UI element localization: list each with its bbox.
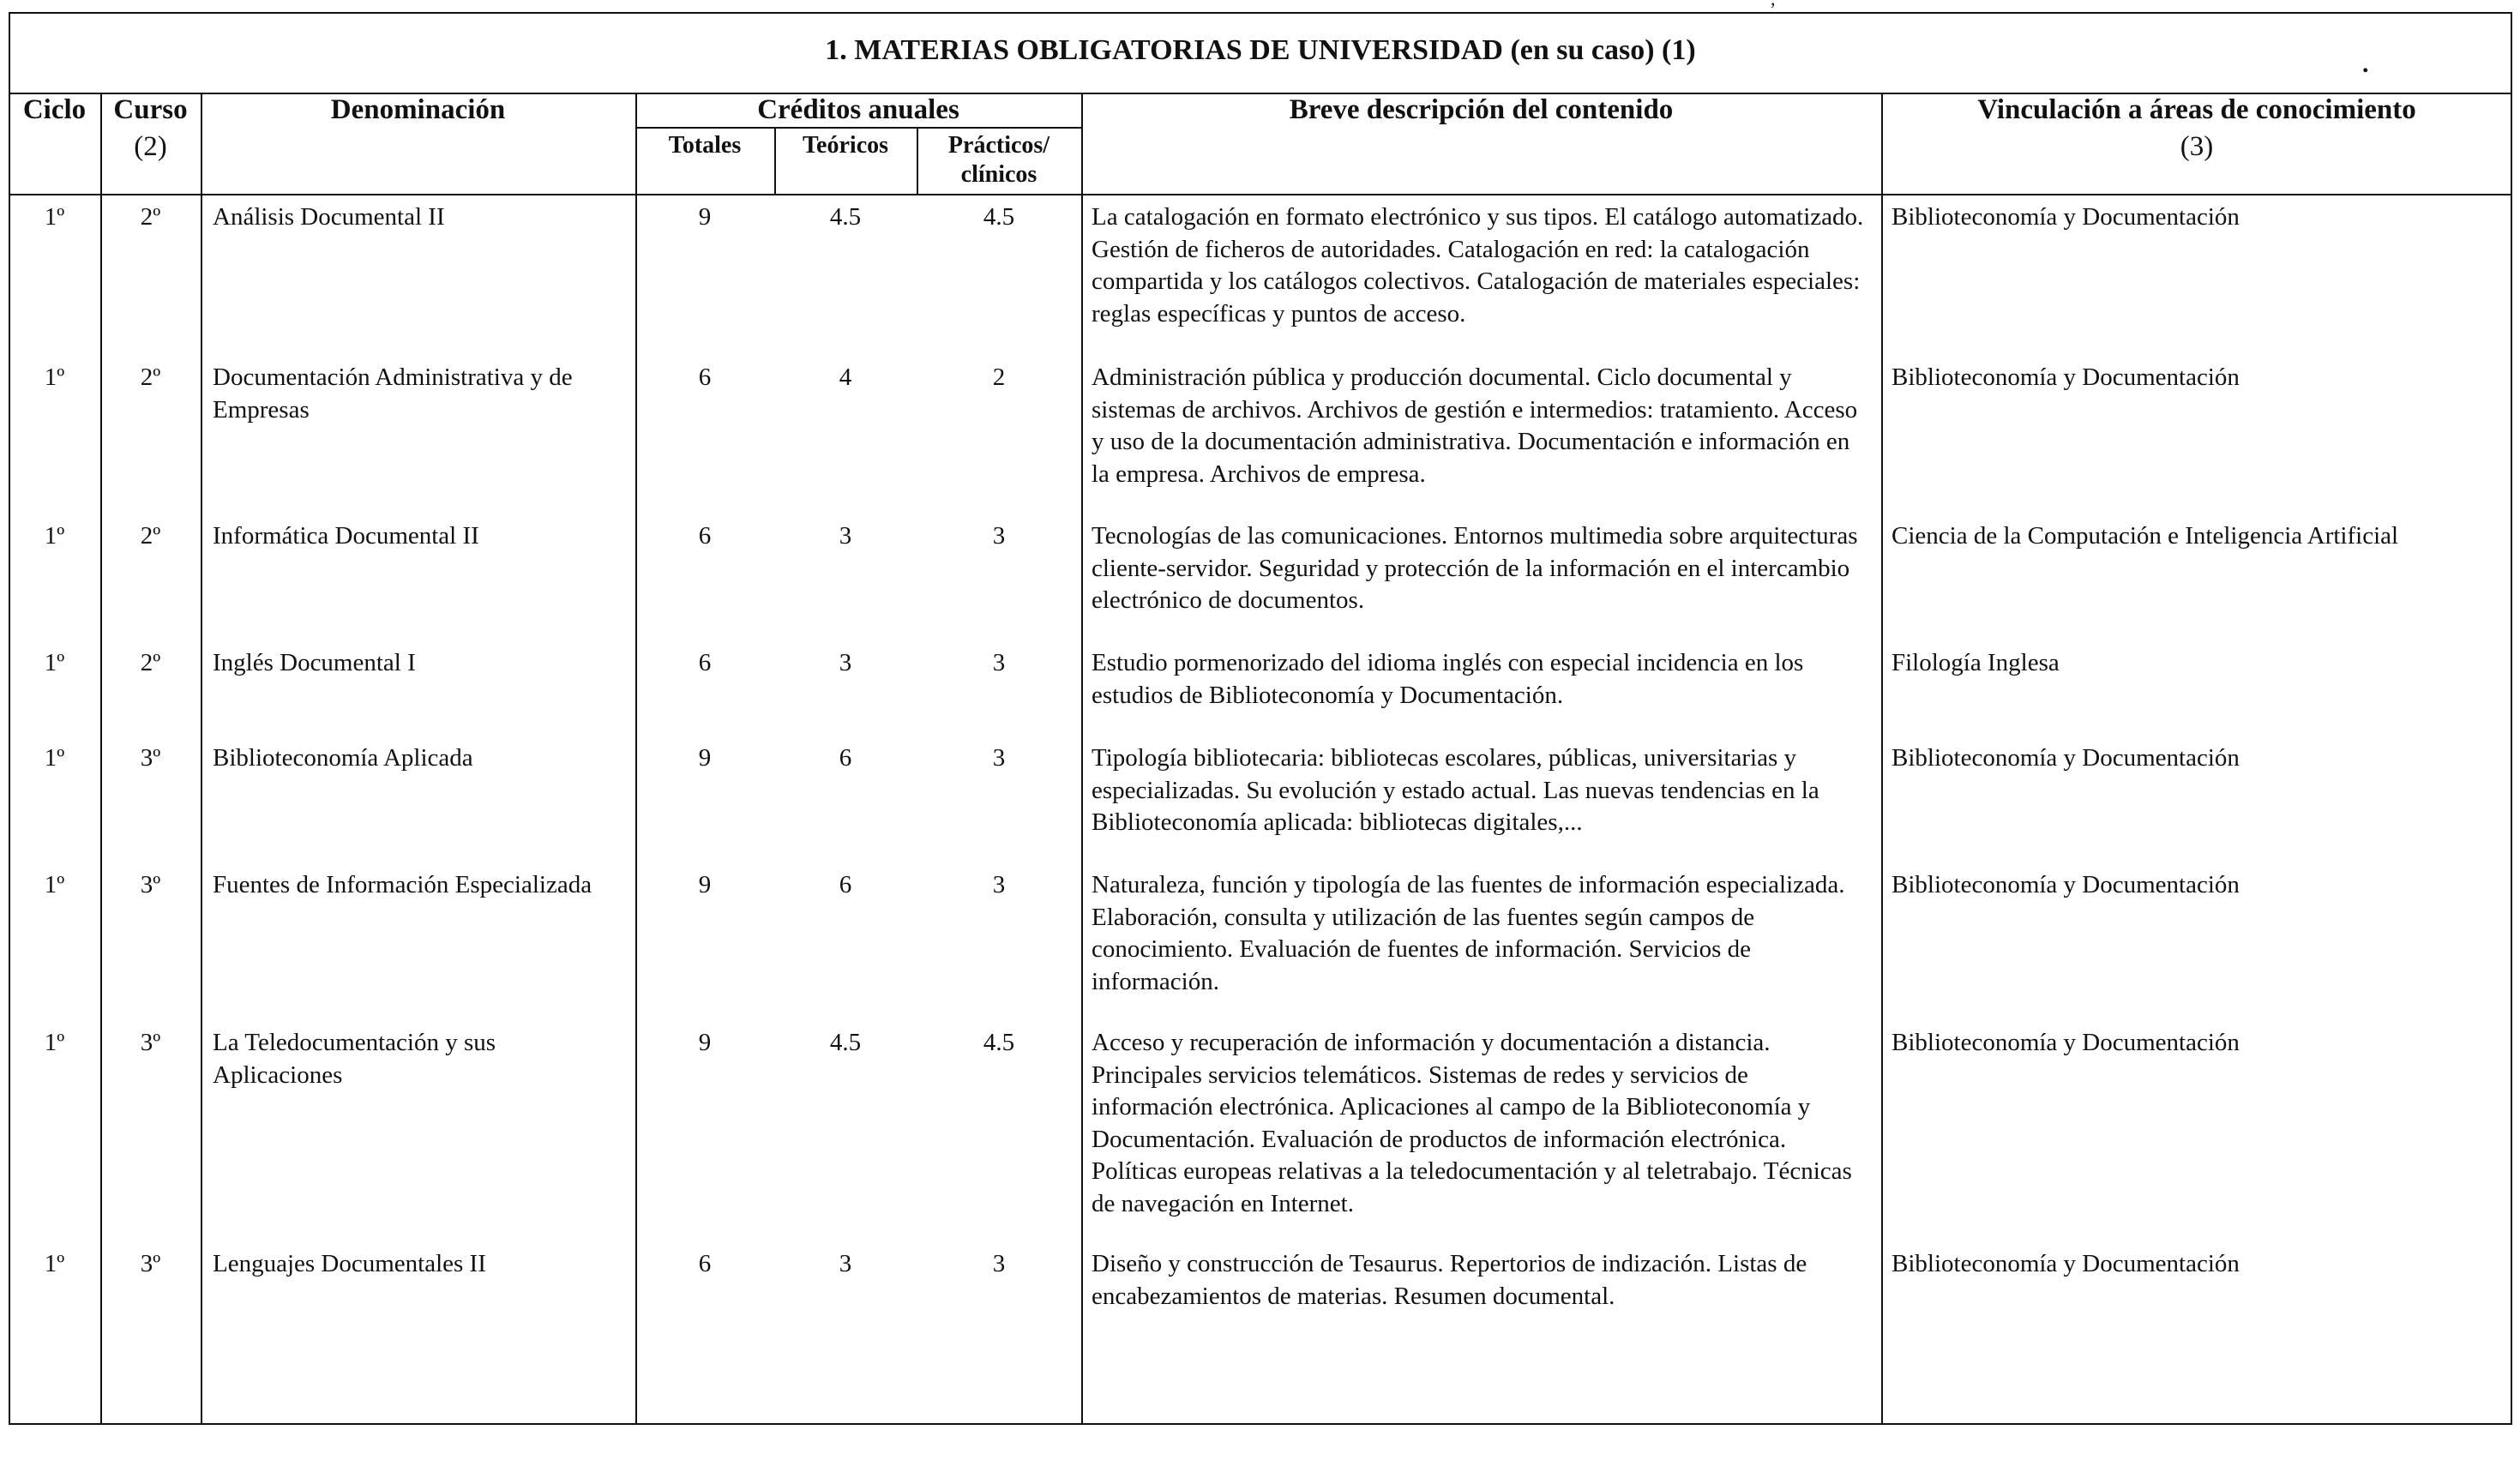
cell-descripcion: Tipología bibliotecaria: bibliotecas escolares, públicas, universitarias y especializadas. Su evolución y estado actual. Las nuevas tendencias en la Biblioteconomía aplicada: bibliotecas digitales,... — [1092, 744, 1819, 836]
cell-curso: 3º — [140, 744, 161, 772]
cell-vinculacion: Biblioteconomía y Documentación — [1892, 744, 2240, 772]
cell-totales: 9 — [698, 871, 712, 898]
header-ciclo: Ciclo — [22, 94, 87, 125]
cell-totales: 6 — [698, 522, 712, 550]
table-title: 1. MATERIAS OBLIGATORIAS DE UNIVERSIDAD (en su caso) (1) — [825, 34, 1696, 66]
header-creditos: Créditos anuales — [757, 94, 959, 125]
cell-descripcion: Diseño y construcción de Tesaurus. Repertorios de indización. Listas de encabezamientos de materias. Resumen documental. — [1092, 1250, 1807, 1310]
cell-practicos: 4.5 — [983, 203, 1015, 231]
cell-descripcion: Estudio pormenorizado del idioma inglés con especial incidencia en los estudios de Biblioteconomía y Documentación. — [1092, 649, 1804, 709]
cell-teoricos: 3 — [839, 649, 852, 676]
cell-vinculacion: Filología Inglesa — [1892, 649, 2060, 676]
cell-vinculacion: Biblioteconomía y Documentación — [1892, 203, 2240, 231]
cell-curso: 3º — [140, 1029, 161, 1056]
header-curso-note: (2) — [134, 131, 167, 162]
stray-dot: . — [2362, 50, 2369, 78]
cell-curso: 2º — [140, 649, 161, 676]
cell-teoricos: 6 — [839, 871, 852, 898]
cell-vinculacion: Biblioteconomía y Documentación — [1892, 1029, 2240, 1056]
cell-descripcion: Naturaleza, función y tipología de las fuentes de información especializada. Elaboración, consulta y utilización de las fuentes según campos de conocimiento. Evaluación de fuentes de información. Servicios de información. — [1092, 871, 1845, 995]
cell-vinculacion: Biblioteconomía y Documentación — [1892, 871, 2240, 898]
cell-denominacion: La Teledocumentación y sus Aplicaciones — [213, 1029, 496, 1089]
title-band — [9, 12, 2512, 94]
cell-teoricos: 4.5 — [829, 203, 862, 231]
col-divider — [201, 94, 202, 1425]
cell-ciclo: 1º — [44, 522, 65, 550]
cell-curso: 3º — [140, 1250, 161, 1277]
cell-vinculacion: Biblioteconomía y Documentación — [1892, 363, 2240, 391]
cell-descripcion: Acceso y recuperación de información y documentación a distancia. Principales servicios telemáticos. Sistemas de redes y servicios de información electrónica. Aplicaciones al campo de la Biblioteconomía y Documentación. Evaluación de productos de información electrónica. Políticas europeas relativas a la teledocumentación y al teletrabajo. Técnicas de navegación en Internet. — [1092, 1029, 1852, 1217]
cell-totales: 9 — [698, 203, 712, 231]
cell-denominacion: Informática Documental II — [213, 522, 479, 550]
cell-practicos: 3 — [992, 522, 1006, 550]
cell-ciclo: 1º — [44, 649, 65, 676]
col-divider — [1081, 94, 1083, 1425]
cell-practicos: 3 — [992, 744, 1006, 772]
cell-practicos: 3 — [992, 871, 1006, 898]
col-divider — [917, 129, 918, 195]
cell-ciclo: 1º — [44, 744, 65, 772]
cell-denominacion: Fuentes de Información Especializada — [213, 871, 592, 898]
cell-descripcion: La catalogación en formato electrónico y sus tipos. El catálogo automatizado. Gestión de ficheros de autoridades. Catalogación en red: la catalogación compartida y los catálogos colectivos. Catalogación de materiales especiales: reglas específicas y puntos de acceso. — [1092, 203, 1864, 327]
cell-denominacion: Biblioteconomía Aplicada — [213, 744, 473, 772]
cell-curso: 2º — [140, 363, 161, 391]
cell-denominacion: Análisis Documental II — [213, 203, 445, 231]
cell-ciclo: 1º — [44, 1029, 65, 1056]
cell-totales: 6 — [698, 649, 712, 676]
cell-descripcion: Administración pública y producción documental. Ciclo documental y sistemas de archivos. Archivos de gestión e intermedios: tratamiento. Acceso y uso de la documentación administrativa. Documentación e información en la empresa. Archivos de empresa. — [1092, 363, 1858, 488]
cell-ciclo: 1º — [44, 363, 65, 391]
cell-practicos: 3 — [992, 1250, 1006, 1277]
cell-ciclo: 1º — [44, 203, 65, 231]
cell-practicos: 4.5 — [983, 1029, 1015, 1056]
cell-teoricos: 4 — [839, 363, 852, 391]
cell-ciclo: 1º — [44, 1250, 65, 1277]
header-vinculacion-note: (3) — [2180, 131, 2214, 162]
stray-tick — [1771, 0, 1776, 10]
cell-practicos: 3 — [992, 649, 1006, 676]
cell-vinculacion: Biblioteconomía y Documentación — [1892, 1250, 2240, 1277]
header-denominacion: Denominación — [330, 94, 506, 125]
cell-denominacion: Inglés Documental I — [213, 649, 416, 676]
col-divider — [1881, 94, 1883, 1425]
cell-totales: 6 — [698, 1250, 712, 1277]
cell-denominacion: Lenguajes Documentales II — [213, 1250, 486, 1277]
header-rule — [9, 194, 2512, 195]
cell-denominacion: Documentación Administrativa y de Empresas — [213, 363, 573, 424]
header-descripcion: Breve descripción del contenido — [1289, 94, 1674, 125]
cell-teoricos: 3 — [839, 522, 852, 550]
cell-ciclo: 1º — [44, 871, 65, 898]
header-practicos: Prácticos/ clínicos — [947, 132, 1050, 188]
subheader-rule — [635, 127, 1081, 129]
cell-totales: 9 — [698, 1029, 712, 1056]
cell-teoricos: 6 — [839, 744, 852, 772]
cell-teoricos: 4.5 — [829, 1029, 862, 1056]
cell-curso: 2º — [140, 203, 161, 231]
cell-totales: 9 — [698, 744, 712, 772]
header-totales: Totales — [668, 132, 742, 159]
header-curso: Curso — [113, 94, 188, 125]
cell-curso: 3º — [140, 871, 161, 898]
cell-vinculacion: Ciencia de la Computación e Inteligencia Artificial — [1892, 522, 2399, 550]
header-teoricos: Teóricos — [802, 132, 889, 159]
cell-descripcion: Tecnologías de las comunicaciones. Entornos multimedia sobre arquitecturas cliente-servidor. Seguridad y protección de la información en el intercambio electrónico de documentos. — [1092, 522, 1858, 614]
cell-curso: 2º — [140, 522, 161, 550]
cell-practicos: 2 — [992, 363, 1006, 391]
cell-teoricos: 3 — [839, 1250, 852, 1277]
header-vinculacion: Vinculación a áreas de conocimiento — [1977, 94, 2416, 125]
cell-totales: 6 — [698, 363, 712, 391]
